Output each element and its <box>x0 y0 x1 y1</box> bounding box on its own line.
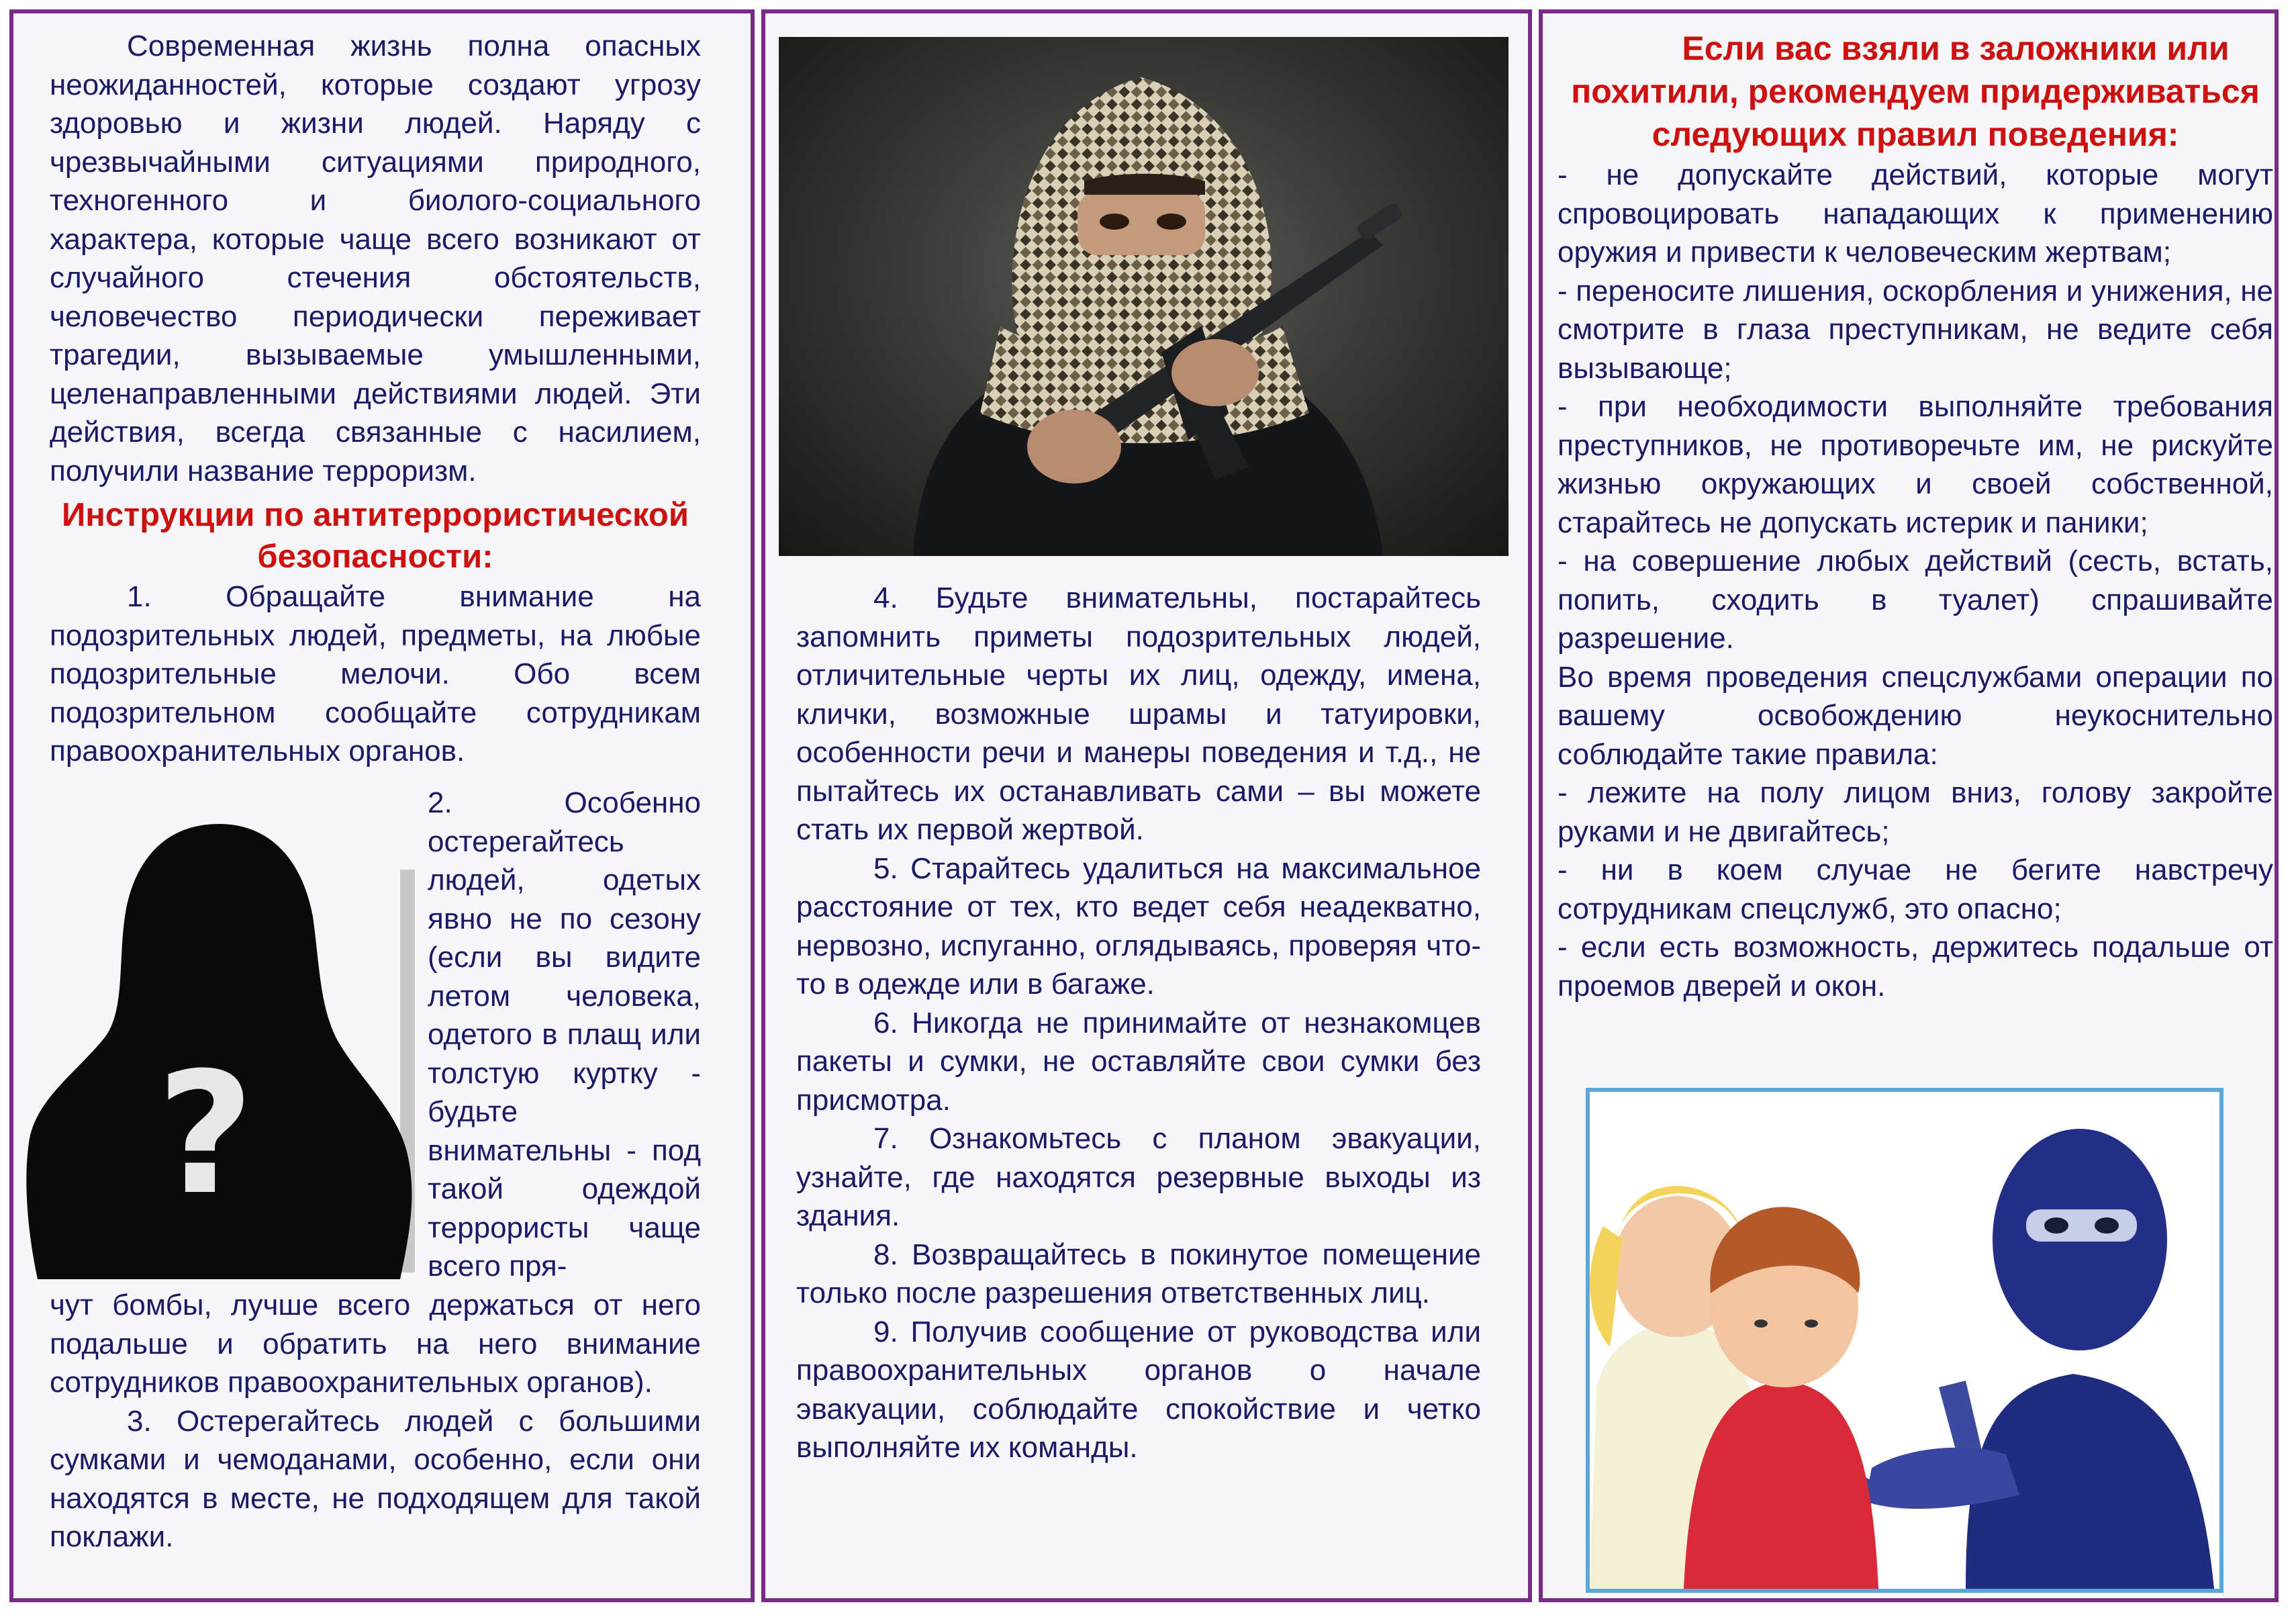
intro-paragraph: Современная жизнь полна опасных неожиданностей, которые создают угрозу здоровью и жизни людей. Наряду с чрезвычайными ситуациями природного, техногенного и биолого-социального характера, которые чаще всего возникают от случайного стечения обстоятельств, человечество периодически переживает трагедии, вызываемые умышленными, целенаправленными действиями людей. Эти действия, всегда связанные с насилием, получили название терроризм. <box>50 30 701 488</box>
instruction-item-9: 9. Получив сообщение от руководства или правоохранительных органов о начале эвакуации, соблюдайте спокойствие и четко выполняйте их команды. <box>796 1315 1481 1464</box>
instruction-item-8: 8. Возвращайтесь в покинутое помещение только после разрешения ответственных лиц. <box>796 1238 1481 1309</box>
hostage-rule-7: - если есть возможность, держитесь подальше от проемов дверей и окон. <box>1558 931 2273 1003</box>
instruction-item-5: 5. Старайтесь удалиться на максимальное расстояние от тех, кто ведет себя неадекватно, нервозно, испуганно, оглядываясь, проверяя что-то в одежде или в багаже. <box>796 851 1481 1001</box>
operation-intro: Во время проведения спецслужбами операции по вашему освобождению неукоснительно соблюдайте такие правила: <box>1558 660 2273 771</box>
question-mark-glyph: ? <box>156 1036 254 1232</box>
instruction-item-1: 1. Обращайте внимание на подозрительных людей, предметы, на любые подозрительные мелочи. Обо всем подозрительном сообщайте сотрудникам правоохранительных органов. <box>50 580 701 768</box>
left-panel-continued <box>50 1286 701 1557</box>
instruction-item-2-part1: 2. Особенно остерегайтесь людей, одетых явно не по сезону (если вы видите летом человека, одетого в плащ или толстую куртку - будьте внимательны - под такой одеждой террористы чаще всего пря- <box>428 786 701 1283</box>
armed-man-photo <box>779 37 1509 556</box>
hostage-rule-5: - лежите на полу лицом вниз, голову закройте руками и не двигайтесь; <box>1558 776 2273 848</box>
armed-man-illustration-icon <box>779 37 1509 556</box>
hostage-rule-2: - переносите лишения, оскорбления и унижения, не смотрите в глаза преступникам, не ведите себя вызывающе; <box>1558 274 2273 385</box>
right-panel <box>1558 27 2273 1005</box>
hostage-rule-4: - на совершение любых действий (сесть, встать, попить, сходить в туалет) спрашивайте разрешение. <box>1558 545 2273 655</box>
hooded-figure-icon <box>24 816 420 1279</box>
instruction-item-4: 4. Будьте внимательны, постарайтесь запомнить приметы подозрительных людей, отличительные черты их лиц, одежду, имена, клички, возможные шрамы и татуировки, особенности речи и манеры поведения и т.д., не пытайтесь их останавливать сами – вы можете стать их первой жертвой. <box>796 582 1481 846</box>
middle-panel <box>796 579 1481 1467</box>
hostage-rule-6: - ни в коем случае не бегите навстречу сотрудникам спецслужб, это опасно; <box>1558 853 2273 925</box>
instructions-heading: Инструкции по антитеррористической безопасности: <box>62 497 689 575</box>
hostage-rule-3: - при необходимости выполняйте требования преступников, не противоречьте им, не рискуйте жизнью окружающих и своей собственной, старайтесь не допускать истерик и паники; <box>1558 390 2273 539</box>
hostage-heading: Если вас взяли в заложники или похитили, рекомендуем придерживаться следующих правил поведения: <box>1571 30 2260 153</box>
instruction-item-6: 6. Никогда не принимайте от незнакомцев пакеты и сумки, не оставляйте свои сумки без присмотра. <box>796 1006 1481 1117</box>
instruction-item-3: 3. Остерегайтесь людей с большими сумками и чемоданами, особенно, если они находятся в месте, не подходящем для такой поклажи. <box>50 1404 701 1553</box>
hostage-children-illustration <box>1586 1088 2223 1593</box>
instruction-item-2-float <box>428 784 701 1286</box>
suspicious-person-silhouette <box>24 816 420 1279</box>
panel-divider-right <box>1528 9 1543 1602</box>
instruction-item-7: 7. Ознакомьтесь с планом эвакуации, узнайте, где находятся резервные выходы из здания. <box>796 1122 1481 1232</box>
panel-divider-left <box>751 9 765 1602</box>
hostage-rule-1: - не допускайте действий, которые могут спровоцировать нападающих к применению оружия и привести к человеческим жертвам; <box>1558 158 2273 269</box>
masked-man-with-children-icon <box>1590 1092 2219 1589</box>
left-panel <box>50 27 701 771</box>
instruction-item-2-part2: чут бомбы, лучше всего держаться от него подальше и обратить на него внимание сотрудников правоохранительных органов). <box>50 1289 701 1399</box>
